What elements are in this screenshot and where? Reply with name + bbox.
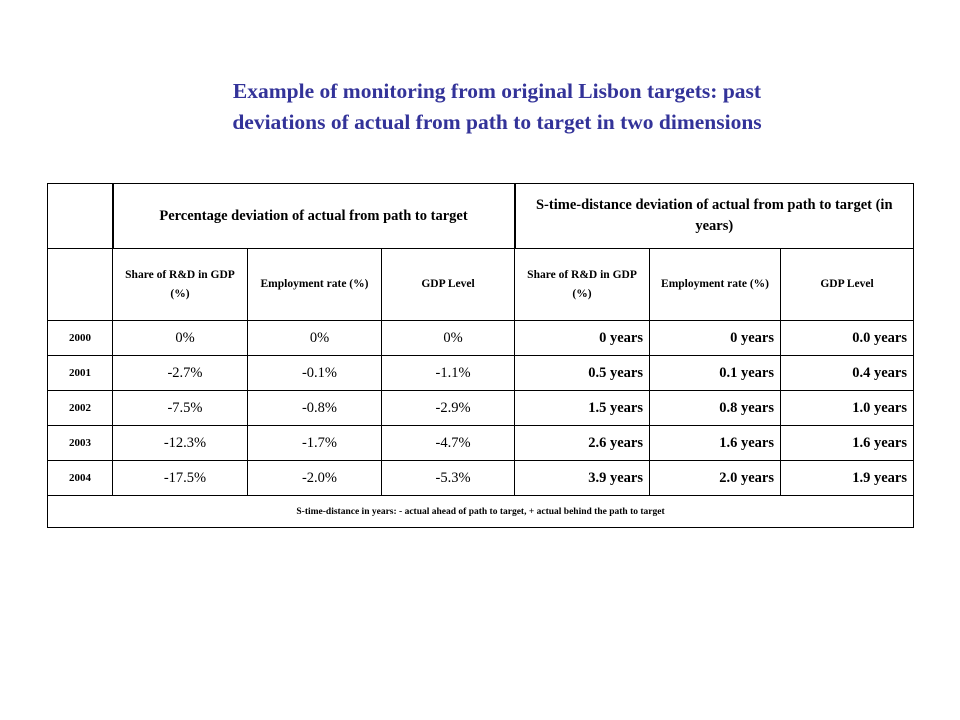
slide-title-line-1: Example of monitoring from original Lisbon targets: past xyxy=(232,79,762,103)
cell-employment-pct: -1.7% xyxy=(248,426,382,461)
sub-header-row xyxy=(48,249,914,321)
cell-employment-pct: -0.8% xyxy=(248,391,382,426)
group-header-s-time-distance: S-time-distance deviation of actual from path to target (in years) xyxy=(515,184,914,249)
cell-gdp-years: 1.9 years xyxy=(781,461,914,496)
corner-cell xyxy=(48,184,113,249)
row-year: 2004 xyxy=(48,461,113,496)
row-year: 2003 xyxy=(48,426,113,461)
cell-employment-years: 0 years xyxy=(650,321,781,356)
cell-employment-pct: -0.1% xyxy=(248,356,382,391)
cell-rd-share-years: 0 years xyxy=(515,321,650,356)
table-row xyxy=(48,356,914,391)
cell-gdp-pct: 0% xyxy=(382,321,515,356)
cell-rd-share-years: 1.5 years xyxy=(515,391,650,426)
cell-rd-share-pct: -7.5% xyxy=(113,391,248,426)
row-year: 2001 xyxy=(48,356,113,391)
table-row xyxy=(48,391,914,426)
row-year: 2000 xyxy=(48,321,113,356)
table-footnote: S-time-distance in years: - actual ahead of path to target, + actual behind the path to target xyxy=(48,496,914,528)
sub-header-employment-years: Employment rate (%) xyxy=(650,249,781,321)
cell-gdp-years: 0.4 years xyxy=(781,356,914,391)
cell-employment-years: 1.6 years xyxy=(650,426,781,461)
cell-gdp-years: 1.0 years xyxy=(781,391,914,426)
table-row xyxy=(48,426,914,461)
table-row xyxy=(48,461,914,496)
cell-gdp-pct: -2.9% xyxy=(382,391,515,426)
group-header-row xyxy=(48,184,914,249)
cell-gdp-pct: -1.1% xyxy=(382,356,515,391)
sub-header-gdp-years: GDP Level xyxy=(781,249,914,321)
cell-gdp-years: 1.6 years xyxy=(781,426,914,461)
cell-employment-pct: 0% xyxy=(248,321,382,356)
sub-header-employment-pct: Employment rate (%) xyxy=(248,249,382,321)
sub-header-rd-share-years: Share of R&D in GDP (%) xyxy=(515,249,650,321)
sub-header-rd-share-pct: Share of R&D in GDP (%) xyxy=(113,249,248,321)
group-header-percentage: Percentage deviation of actual from path to target xyxy=(113,184,515,249)
sub-header-gdp-pct: GDP Level xyxy=(382,249,515,321)
sub-header-blank xyxy=(48,249,113,321)
cell-employment-years: 0.8 years xyxy=(650,391,781,426)
row-year: 2002 xyxy=(48,391,113,426)
cell-employment-pct: -2.0% xyxy=(248,461,382,496)
deviation-table xyxy=(47,183,914,528)
cell-gdp-years: 0.0 years xyxy=(781,321,914,356)
cell-rd-share-pct: 0% xyxy=(113,321,248,356)
cell-rd-share-pct: -2.7% xyxy=(113,356,248,391)
cell-employment-years: 0.1 years xyxy=(650,356,781,391)
cell-rd-share-pct: -12.3% xyxy=(113,426,248,461)
slide-title-line-2: deviations of actual from path to target in two dimensions xyxy=(232,110,762,134)
table-row xyxy=(48,321,914,356)
cell-rd-share-years: 2.6 years xyxy=(515,426,650,461)
footnote-row xyxy=(48,496,914,528)
cell-rd-share-years: 3.9 years xyxy=(515,461,650,496)
cell-employment-years: 2.0 years xyxy=(650,461,781,496)
cell-rd-share-pct: -17.5% xyxy=(113,461,248,496)
cell-rd-share-years: 0.5 years xyxy=(515,356,650,391)
slide-title xyxy=(0,76,960,138)
cell-gdp-pct: -4.7% xyxy=(382,426,515,461)
cell-gdp-pct: -5.3% xyxy=(382,461,515,496)
